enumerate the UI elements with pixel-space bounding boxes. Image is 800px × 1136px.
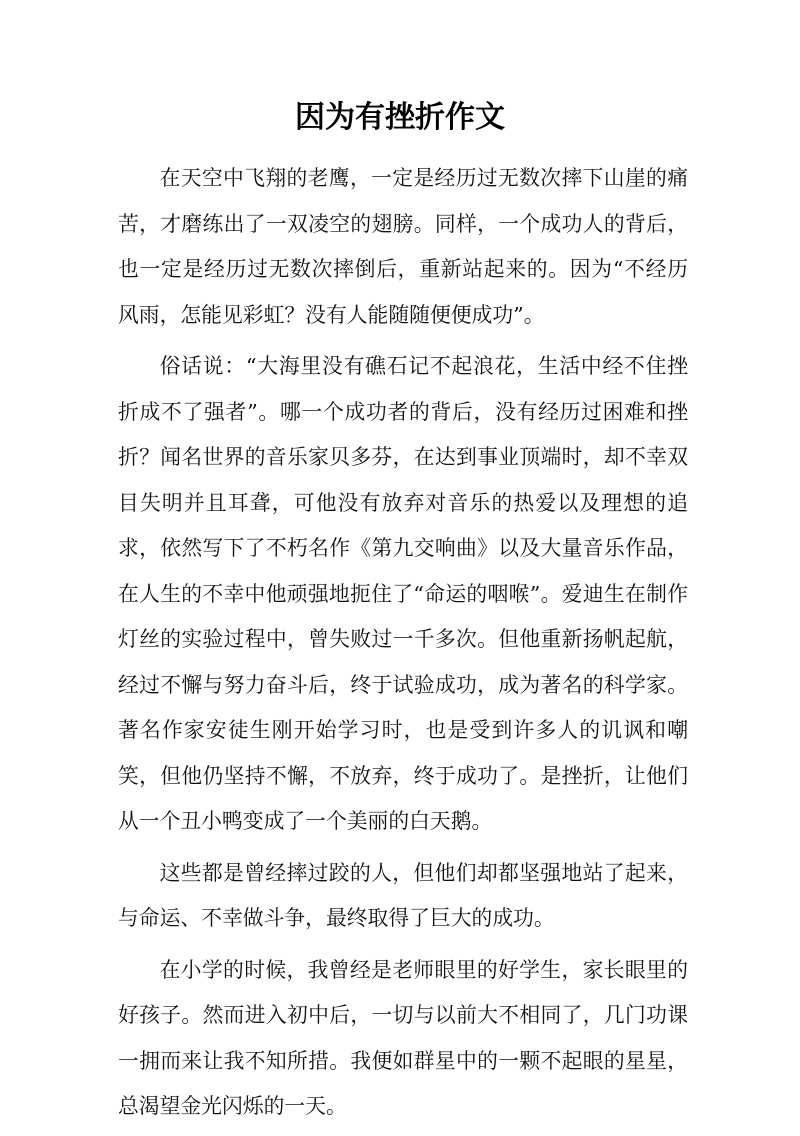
paragraph-2: 俗话说：“大海里没有礁石记不起浪花，生活中经不住挫折成不了强者”。哪一个成功者的背后，没有经历过困难和挫折？闻名世界的音乐家贝多芬，在达到事业顶端时，却不幸双目失明并且耳聋，可他没有放弃对音乐的热爱以及理想的追求，依然写下了不朽名作《第九交响曲》以及大量音乐作品，在人生的不幸中他顽强地扼住了“命运的咽喉”。爱迪生在制作灯丝的实验过程中，曾失败过一千多次。但他重新扬帆起航，经过不懈与努力奋斗后，终于试验成功，成为著名的科学家。著名作家安徒生刚开始学习时，也是受到许多人的讥讽和嘲笑，但他仍坚持不懈，不放弃，终于成功了。是挫折，让他们从一个丑小鸭变成了一个美丽的白天鹅。 (118, 354, 688, 833)
document-title: 因为有挫折作文 (295, 100, 505, 135)
paragraph-1: 在天空中飞翔的老鹰，一定是经历过无数次摔下山崖的痛苦，才磨练出了一双凌空的翅膀。同样，一个成功人的背后，也一定是经历过无数次摔倒后，重新站起来的。因为“不经历风雨，怎能见彩虹？没有人能随随便便成功”。 (118, 166, 688, 327)
document-body (118, 156, 688, 1136)
paragraph-4: 在小学的时候，我曾经是老师眼里的好学生，家长眼里的好孩子。然而进入初中后，一切与以前大不相同了，几门功课一拥而来让我不知所措。我便如群星中的一颗不起眼的星星，总渴望金光闪烁的一天。 (118, 957, 688, 1118)
paragraph-3: 这些都是曾经摔过跤的人，但他们却都坚强地站了起来，与命运、不幸做斗争，最终取得了巨大的成功。 (118, 860, 688, 930)
